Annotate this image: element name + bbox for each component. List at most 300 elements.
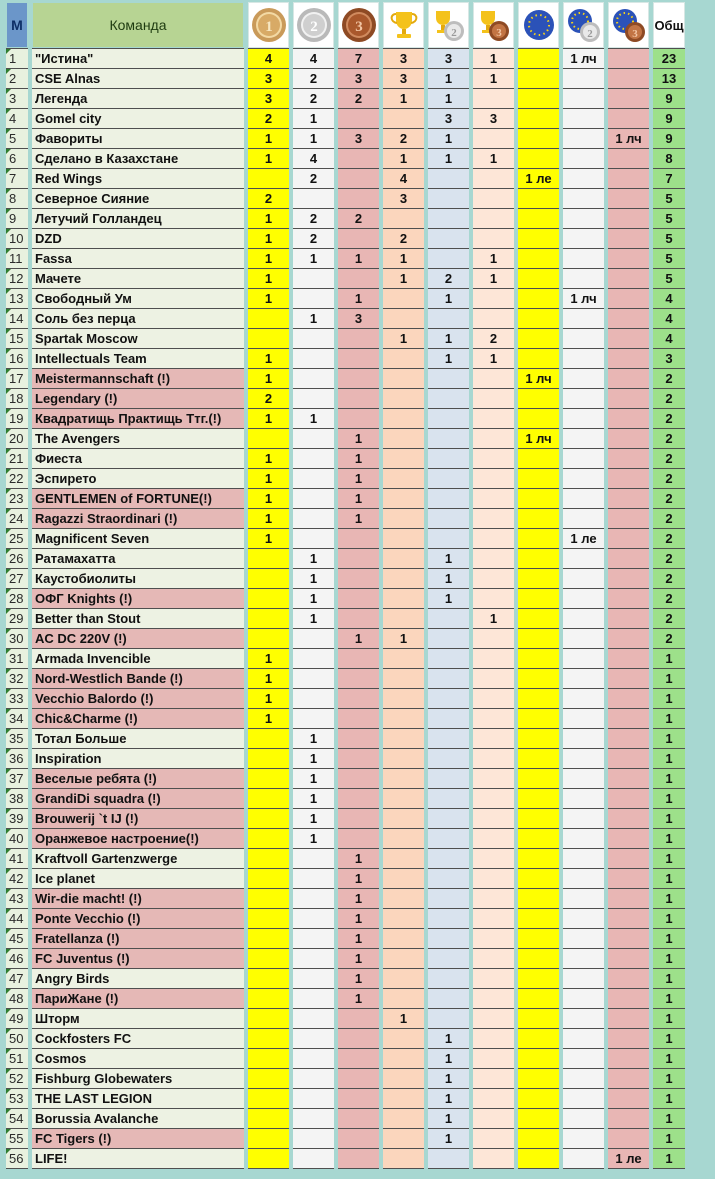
bronze-cup-count-cell: [473, 1068, 514, 1088]
table-row[interactable]: [6, 428, 685, 448]
team-name-cell: Legendary (!): [32, 388, 244, 408]
team-name-cell: Мачете: [32, 268, 244, 288]
table-row[interactable]: [6, 188, 685, 208]
rank-cell: 11: [6, 248, 28, 268]
bronze-medal-count-cell: [338, 388, 379, 408]
team-name-cell: Ragazzi Straordinari (!): [32, 508, 244, 528]
rank-cell: 12: [6, 268, 28, 288]
table-row[interactable]: [6, 528, 685, 548]
table-row[interactable]: [6, 888, 685, 908]
gold-medal-count-cell: 1: [248, 288, 289, 308]
euro-bronze-count-cell: [608, 748, 649, 768]
bronze-medal-count-cell: 1: [338, 848, 379, 868]
euro-bronze-column-header[interactable]: [608, 2, 649, 48]
gold-cup-count-cell: 3: [383, 48, 424, 68]
bronze-medal-count-cell: [338, 368, 379, 388]
bronze-medal-count-cell: 2: [338, 208, 379, 228]
euro-gold-count-cell: [518, 528, 559, 548]
silver-cup-count-cell: [428, 248, 469, 268]
euro-bronze-count-cell: [608, 1128, 649, 1148]
table-row[interactable]: [6, 448, 685, 468]
table-row[interactable]: [6, 608, 685, 628]
team-name-cell: Легенда: [32, 88, 244, 108]
rank-cell: 55: [6, 1128, 28, 1148]
total-cell: 2: [653, 588, 685, 608]
euro-bronze-count-cell: [608, 808, 649, 828]
table-row[interactable]: [6, 868, 685, 888]
table-row[interactable]: [6, 248, 685, 268]
euro-gold-count-cell: [518, 508, 559, 528]
bronze-cup-count-cell: [473, 408, 514, 428]
euro-silver-count-cell: [563, 968, 604, 988]
silver-cup-count-cell: [428, 768, 469, 788]
euro-silver-count-cell: [563, 1128, 604, 1148]
euro-bronze-count-cell: [608, 668, 649, 688]
gold-cup-count-cell: [383, 488, 424, 508]
table-row[interactable]: [6, 1028, 685, 1048]
euro-bronze-count-cell: [608, 108, 649, 128]
silver-medal-count-cell: 1: [293, 408, 334, 428]
euro-gold-column-header[interactable]: [518, 2, 559, 48]
bronze-cup-count-cell: 1: [473, 348, 514, 368]
svg-text:2: 2: [586, 28, 593, 40]
silver-cup-count-cell: [428, 688, 469, 708]
standings-body: [6, 48, 685, 1169]
table-row[interactable]: [6, 688, 685, 708]
euro-gold-count-cell: [518, 1148, 559, 1169]
bronze-cup-count-cell: [473, 908, 514, 928]
team-name-cell: Каустобиолиты: [32, 568, 244, 588]
euro-silver-count-cell: [563, 368, 604, 388]
silver-cup-count-cell: [428, 668, 469, 688]
euro-bronze-count-cell: [608, 548, 649, 568]
team-name-cell: Сделано в Казахстане: [32, 148, 244, 168]
silver-cup-count-cell: [428, 628, 469, 648]
gold-cup-count-cell: [383, 848, 424, 868]
bronze-cup-count-cell: [473, 588, 514, 608]
gold-medal-count-cell: [248, 928, 289, 948]
euro-gold-count-cell: [518, 788, 559, 808]
table-row[interactable]: [6, 288, 685, 308]
table-row[interactable]: [6, 588, 685, 608]
team-name-cell: Fishburg Globewaters: [32, 1068, 244, 1088]
gold-medal-count-cell: 1: [248, 508, 289, 528]
gold-medal-count-cell: [248, 788, 289, 808]
table-row[interactable]: [6, 388, 685, 408]
euro-silver-count-cell: [563, 228, 604, 248]
table-row[interactable]: [6, 1088, 685, 1108]
euro-gold-count-cell: [518, 948, 559, 968]
team-name-cell: AC DC 220V (!): [32, 628, 244, 648]
bronze-cup-column-header[interactable]: [473, 2, 514, 48]
gold-medal-count-cell: 1: [248, 148, 289, 168]
euro-silver-count-cell: [563, 588, 604, 608]
total-cell: 1: [653, 768, 685, 788]
table-row[interactable]: [6, 228, 685, 248]
total-cell: 1: [653, 808, 685, 828]
silver-medal-count-cell: 1: [293, 248, 334, 268]
silver-cup-count-cell: [428, 468, 469, 488]
silver-medal-count-cell: [293, 1148, 334, 1169]
bronze-cup-count-cell: [473, 648, 514, 668]
team-column-header[interactable]: Команда: [32, 2, 244, 48]
table-row[interactable]: [6, 568, 685, 588]
gold-medal-count-cell: [248, 728, 289, 748]
table-row[interactable]: [6, 148, 685, 168]
silver-medal-count-cell: [293, 368, 334, 388]
bronze-medal-count-cell: [338, 548, 379, 568]
euro-bronze-count-cell: 1 ле: [608, 1148, 649, 1169]
silver-medal-count-cell: 1: [293, 588, 334, 608]
silver-cup-count-cell: [428, 428, 469, 448]
table-row[interactable]: [6, 628, 685, 648]
table-row[interactable]: [6, 348, 685, 368]
euro-silver-count-cell: [563, 648, 604, 668]
gold-medal-count-cell: [248, 828, 289, 848]
gold-cup-count-cell: 3: [383, 188, 424, 208]
bronze-cup-count-cell: [473, 308, 514, 328]
team-name-cell: Better than Stout: [32, 608, 244, 628]
gold-cup-count-cell: [383, 668, 424, 688]
table-row[interactable]: [6, 368, 685, 388]
bronze-medal-count-cell: 1: [338, 928, 379, 948]
table-row[interactable]: [6, 68, 685, 88]
euro-bronze-count-cell: [608, 688, 649, 708]
silver-medal-count-cell: [293, 928, 334, 948]
rank-cell: 21: [6, 448, 28, 468]
table-row[interactable]: [6, 328, 685, 348]
euro-gold-count-cell: [518, 1128, 559, 1148]
euro-bronze-count-cell: [608, 268, 649, 288]
bronze-medal-count-cell: 1: [338, 888, 379, 908]
gold-cup-count-cell: [383, 1128, 424, 1148]
euro-gold-count-cell: [518, 568, 559, 588]
gold-cup-count-cell: 1: [383, 248, 424, 268]
bronze-cup-count-cell: [473, 188, 514, 208]
table-row[interactable]: [6, 708, 685, 728]
euro-bronze-count-cell: [608, 148, 649, 168]
bronze-medal-count-cell: 1: [338, 968, 379, 988]
bronze-cup-count-cell: [473, 448, 514, 468]
total-cell: 1: [653, 968, 685, 988]
silver-medal-count-cell: [293, 628, 334, 648]
rank-cell: 5: [6, 128, 28, 148]
table-row[interactable]: [6, 1128, 685, 1148]
euro-bronze-count-cell: [608, 448, 649, 468]
gold-medal-count-cell: 1: [248, 228, 289, 248]
team-name-cell: Gomel city: [32, 108, 244, 128]
table-row[interactable]: [6, 168, 685, 188]
euro-bronze-count-cell: [608, 768, 649, 788]
gold-medal-count-cell: [248, 1008, 289, 1028]
silver-cup-count-cell: [428, 708, 469, 728]
euro-silver-count-cell: [563, 448, 604, 468]
euro-silver-count-cell: [563, 1088, 604, 1108]
silver-medal-count-cell: [293, 1068, 334, 1088]
total-column-header[interactable]: Общ: [653, 2, 685, 48]
rank-cell: 44: [6, 908, 28, 928]
silver-medal-count-cell: [293, 1028, 334, 1048]
table-row[interactable]: [6, 968, 685, 988]
gold-cup-count-cell: [383, 508, 424, 528]
gold-medal-count-cell: 2: [248, 188, 289, 208]
euro-bronze-count-cell: [608, 408, 649, 428]
silver-cup-count-cell: [428, 508, 469, 528]
euro-gold-count-cell: [518, 968, 559, 988]
silver-cup-count-cell: 1: [428, 128, 469, 148]
euro-gold-count-cell: [518, 708, 559, 728]
bronze-medal-count-cell: [338, 1088, 379, 1108]
rank-cell: 24: [6, 508, 28, 528]
euro-gold-count-cell: [518, 1088, 559, 1108]
bronze-medal-icon: [340, 6, 378, 44]
silver-medal-count-cell: [293, 708, 334, 728]
bronze-medal-count-cell: [338, 1048, 379, 1068]
bronze-medal-count-cell: 1: [338, 448, 379, 468]
euro-bronze-count-cell: [608, 1068, 649, 1088]
euro-bronze-count-cell: [608, 188, 649, 208]
team-name-cell: ПариЖане (!): [32, 988, 244, 1008]
silver-cup-count-cell: [428, 908, 469, 928]
gold-medal-count-cell: [248, 588, 289, 608]
bronze-cup-count-cell: [473, 388, 514, 408]
table-row[interactable]: [6, 908, 685, 928]
euro-bronze-count-cell: [608, 628, 649, 648]
rank-cell: 31: [6, 648, 28, 668]
table-row[interactable]: [6, 988, 685, 1008]
team-name-cell: GENTLEMEN of FORTUNE(!): [32, 488, 244, 508]
table-row[interactable]: [6, 768, 685, 788]
table-row[interactable]: [6, 128, 685, 148]
silver-cup-count-cell: [428, 808, 469, 828]
rank-cell: 51: [6, 1048, 28, 1068]
table-row[interactable]: [6, 648, 685, 668]
euro-bronze-count-cell: [608, 488, 649, 508]
silver-cup-icon: [430, 6, 468, 44]
gold-cup-column-header[interactable]: [383, 2, 424, 48]
gold-medal-count-cell: [248, 328, 289, 348]
team-name-cell: Brouwerij `t IJ (!): [32, 808, 244, 828]
team-name-cell: Квадратищь Практищь Ттг.(!): [32, 408, 244, 428]
gold-medal-count-cell: [248, 168, 289, 188]
table-row[interactable]: [6, 208, 685, 228]
gold-medal-count-cell: [248, 808, 289, 828]
silver-cup-count-cell: [428, 948, 469, 968]
table-row[interactable]: [6, 548, 685, 568]
gold-medal-count-cell: [248, 1128, 289, 1148]
euro-gold-count-cell: [518, 1068, 559, 1088]
bronze-medal-count-cell: [338, 828, 379, 848]
silver-medal-column-header[interactable]: [293, 2, 334, 48]
silver-cup-count-cell: 1: [428, 68, 469, 88]
gold-medal-count-cell: [248, 1108, 289, 1128]
table-row[interactable]: [6, 48, 685, 68]
euro-gold-count-cell: [518, 888, 559, 908]
table-row[interactable]: [6, 308, 685, 328]
table-row[interactable]: [6, 788, 685, 808]
bronze-medal-count-cell: [338, 1068, 379, 1088]
rank-cell: 35: [6, 728, 28, 748]
bronze-medal-count-cell: [338, 1148, 379, 1169]
table-row[interactable]: [6, 1108, 685, 1128]
euro-silver-count-cell: [563, 928, 604, 948]
bronze-medal-count-cell: [338, 728, 379, 748]
silver-medal-count-cell: [293, 1088, 334, 1108]
silver-cup-count-cell: [428, 208, 469, 228]
silver-medal-count-cell: 2: [293, 228, 334, 248]
team-name-cell: Inspiration: [32, 748, 244, 768]
table-row[interactable]: [6, 268, 685, 288]
table-row[interactable]: [6, 808, 685, 828]
bronze-medal-count-cell: [338, 1108, 379, 1128]
total-cell: 1: [653, 668, 685, 688]
rank-cell: 56: [6, 1148, 28, 1169]
table-row[interactable]: [6, 848, 685, 868]
gold-cup-count-cell: 2: [383, 128, 424, 148]
gold-cup-count-cell: [383, 308, 424, 328]
bronze-cup-count-cell: [473, 888, 514, 908]
gold-cup-count-cell: [383, 868, 424, 888]
bronze-cup-count-cell: 1: [473, 268, 514, 288]
table-row[interactable]: [6, 88, 685, 108]
total-cell: 1: [653, 908, 685, 928]
total-cell: 1: [653, 728, 685, 748]
total-cell: 2: [653, 468, 685, 488]
gold-medal-count-cell: [248, 308, 289, 328]
bronze-cup-count-cell: [473, 468, 514, 488]
table-row[interactable]: [6, 1008, 685, 1028]
euro-bronze-count-cell: [608, 348, 649, 368]
rank-cell: 4: [6, 108, 28, 128]
rank-cell: 14: [6, 308, 28, 328]
table-row[interactable]: [6, 1068, 685, 1088]
euro-gold-count-cell: [518, 408, 559, 428]
euro-gold-count-cell: [518, 188, 559, 208]
euro-gold-count-cell: [518, 128, 559, 148]
bronze-cup-count-cell: 3: [473, 108, 514, 128]
gold-cup-count-cell: [383, 648, 424, 668]
silver-medal-count-cell: [293, 528, 334, 548]
silver-cup-count-cell: [428, 928, 469, 948]
gold-cup-count-cell: 3: [383, 68, 424, 88]
rank-cell: 3: [6, 88, 28, 108]
total-cell: 1: [653, 948, 685, 968]
team-name-cell: Nord-Westlich Bande (!): [32, 668, 244, 688]
table-row[interactable]: [6, 408, 685, 428]
total-cell: 1: [653, 688, 685, 708]
rank-cell: 48: [6, 988, 28, 1008]
gold-medal-count-cell: 1: [248, 468, 289, 488]
silver-cup-column-header[interactable]: [428, 2, 469, 48]
euro-silver-count-cell: [563, 208, 604, 228]
gold-cup-count-cell: [383, 828, 424, 848]
rank-cell: 40: [6, 828, 28, 848]
table-row[interactable]: [6, 828, 685, 848]
euro-silver-count-cell: [563, 188, 604, 208]
gold-medal-column-header[interactable]: [248, 2, 289, 48]
bronze-medal-count-cell: [338, 608, 379, 628]
total-cell: 4: [653, 328, 685, 348]
euro-gold-count-cell: [518, 928, 559, 948]
euro-gold-count-cell: [518, 1108, 559, 1128]
silver-medal-count-cell: [293, 968, 334, 988]
gold-cup-count-cell: [383, 368, 424, 388]
total-cell: 2: [653, 368, 685, 388]
gold-medal-count-cell: [248, 748, 289, 768]
gold-medal-count-cell: [248, 968, 289, 988]
bronze-medal-column-header[interactable]: [338, 2, 379, 48]
svg-text:2: 2: [450, 27, 457, 39]
silver-cup-count-cell: [428, 1008, 469, 1028]
bronze-medal-count-cell: [338, 268, 379, 288]
bronze-cup-count-cell: [473, 688, 514, 708]
table-row[interactable]: [6, 1148, 685, 1169]
table-row[interactable]: [6, 668, 685, 688]
euro-silver-count-cell: [563, 988, 604, 1008]
bronze-cup-count-cell: 1: [473, 148, 514, 168]
euro-silver-count-cell: [563, 68, 604, 88]
table-row[interactable]: [6, 108, 685, 128]
table-row[interactable]: [6, 468, 685, 488]
svg-text:3: 3: [354, 19, 363, 35]
table-row[interactable]: [6, 1048, 685, 1068]
silver-cup-count-cell: [428, 728, 469, 748]
euro-bronze-count-cell: [608, 928, 649, 948]
bronze-medal-count-cell: [338, 168, 379, 188]
bronze-cup-count-cell: 1: [473, 68, 514, 88]
table-row[interactable]: [6, 928, 685, 948]
bronze-cup-count-cell: [473, 568, 514, 588]
bronze-medal-count-cell: 1: [338, 868, 379, 888]
silver-medal-count-cell: [293, 268, 334, 288]
table-row[interactable]: [6, 728, 685, 748]
table-row[interactable]: [6, 508, 685, 528]
gold-cup-count-cell: 1: [383, 328, 424, 348]
bronze-cup-count-cell: [473, 768, 514, 788]
silver-cup-count-cell: [428, 828, 469, 848]
euro-gold-count-cell: [518, 288, 559, 308]
rank-cell: 13: [6, 288, 28, 308]
table-row[interactable]: [6, 948, 685, 968]
silver-medal-count-cell: [293, 448, 334, 468]
bronze-cup-count-cell: [473, 528, 514, 548]
bronze-medal-count-cell: [338, 708, 379, 728]
rank-column-header[interactable]: М: [6, 2, 28, 48]
euro-silver-column-header[interactable]: [563, 2, 604, 48]
table-row[interactable]: [6, 748, 685, 768]
silver-cup-count-cell: [428, 188, 469, 208]
table-row[interactable]: [6, 488, 685, 508]
team-name-cell: Wir-die macht! (!): [32, 888, 244, 908]
euro-silver-count-cell: [563, 1068, 604, 1088]
total-cell: 1: [653, 1048, 685, 1068]
bronze-cup-count-cell: [473, 508, 514, 528]
euro-silver-count-cell: [563, 1028, 604, 1048]
bronze-medal-count-cell: 1: [338, 488, 379, 508]
gold-medal-count-cell: [248, 628, 289, 648]
gold-medal-count-cell: 1: [248, 688, 289, 708]
rank-cell: 30: [6, 628, 28, 648]
bronze-cup-count-cell: [473, 168, 514, 188]
silver-medal-count-cell: 1: [293, 108, 334, 128]
team-name-cell: FC Juventus (!): [32, 948, 244, 968]
team-name-cell: Borussia Avalanche: [32, 1108, 244, 1128]
rank-cell: 26: [6, 548, 28, 568]
gold-cup-count-cell: [383, 1108, 424, 1128]
gold-medal-count-cell: [248, 848, 289, 868]
gold-medal-count-cell: 3: [248, 88, 289, 108]
euro-bronze-count-cell: [608, 1028, 649, 1048]
